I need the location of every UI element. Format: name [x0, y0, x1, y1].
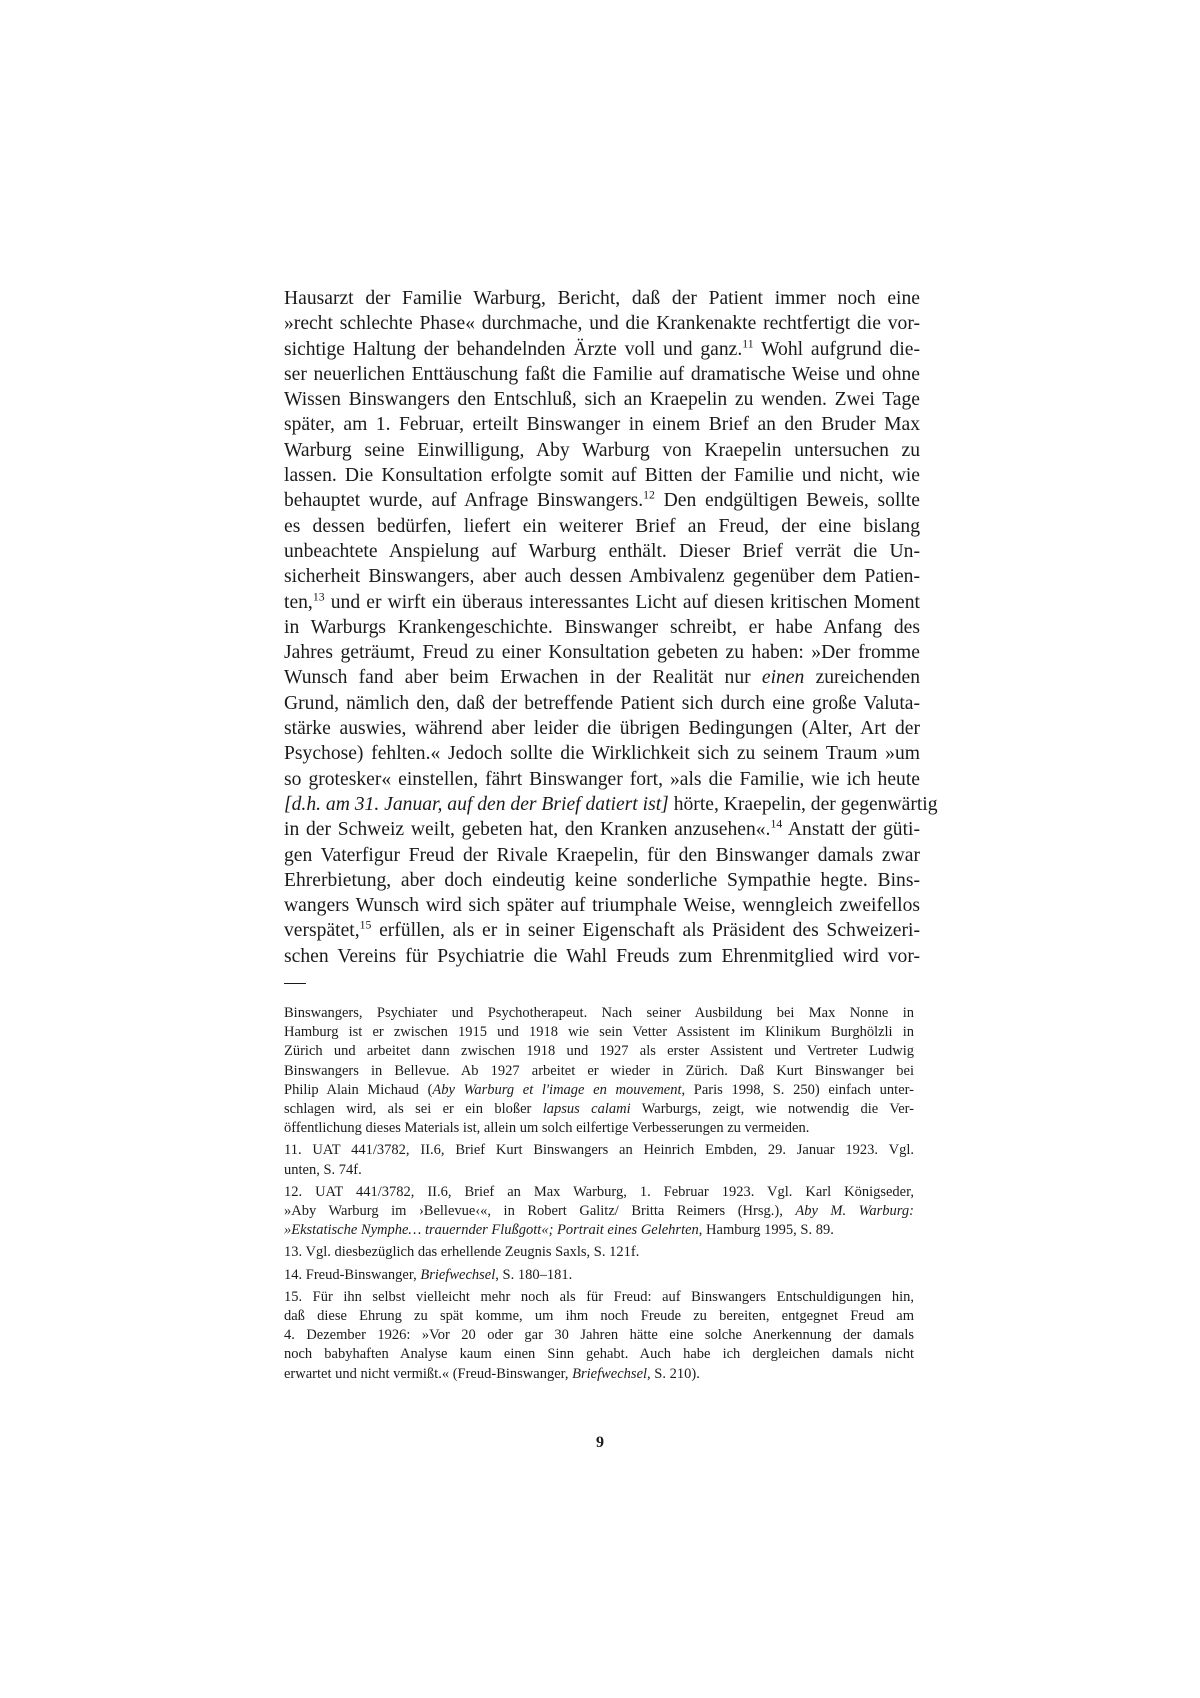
italic-text: Aby M. Warburg:: [795, 1203, 914, 1220]
line-text: behauptet wurde, auf Anfrage Binswangers.: [284, 490, 644, 512]
footnote-item: [284, 1141, 914, 1179]
footnote-line: [284, 1243, 914, 1262]
body-line: [284, 286, 920, 311]
italic-text: Briefwechsel: [572, 1365, 648, 1382]
line-text: 4. Dezember 1926: »Vor 20 oder gar 30 Jahren hätte eine solche Anerkennung der damals: [284, 1327, 914, 1344]
body-line: [284, 944, 920, 969]
italic-text: einen: [761, 667, 805, 689]
footnote-reference: 15: [359, 918, 372, 932]
line-text: erwartet und nicht vermißt.« (Freud-Binswanger,: [284, 1365, 573, 1382]
body-line: [284, 868, 920, 893]
footnote-line: [284, 1119, 914, 1138]
line-text: 15. Für ihn selbst vielleicht mehr noch als für Freud: auf Binswangers Entschuldigungen hin,: [284, 1288, 914, 1305]
footnote-reference: 11: [742, 337, 754, 351]
line-text: in Warburgs Krankengeschichte. Binswanger schreibt, er habe Anfang des: [284, 616, 920, 638]
line-text: 11. UAT 441/3782, II.6, Brief Kurt Binswangers an Heinrich Embden, 29. Januar 1923. Vgl.: [284, 1142, 914, 1159]
footnote-line: [284, 1081, 914, 1100]
line-text: in der Schweiz weilt, gebeten hat, den Kranken anzusehen«.: [284, 819, 771, 841]
footnote-reference: 14: [770, 817, 783, 831]
body-line: [284, 640, 920, 665]
body-line: [284, 539, 920, 564]
footnote-line: [284, 1023, 914, 1042]
line-text: erfüllen, als er in seiner Eigenschaft als Präsident des Schweizeri-: [371, 920, 920, 942]
line-text: Binswangers, Psychiater und Psychotherapeut. Nach seiner Ausbildung bei Max Nonne in: [284, 1005, 914, 1021]
line-text: unten, S. 74f.: [284, 1161, 362, 1178]
line-text: Ehrerbietung, aber doch eindeutig keine sonderliche Sympathie hegte. Bins-: [284, 869, 920, 891]
line-text: öffentlichung dieses Materials ist, allein um solch eilfertige Verbesserungen zu vermeiden.: [284, 1120, 810, 1137]
body-line: [284, 488, 920, 513]
line-text: »Aby Warburg im ›Bellevue‹«, in Robert Galitz/ Britta Reimers (Hrsg.),: [284, 1203, 796, 1220]
body-line: [284, 514, 920, 539]
body-line: [284, 615, 920, 640]
line-text: Hamburg ist er zwischen 1915 und 1918 wie sein Vetter Assistent im Klinikum Burghölzli in: [284, 1024, 914, 1041]
footnote-line: [284, 1004, 914, 1023]
line-text: , Paris 1998, S. 250) einfach unter-: [681, 1081, 914, 1098]
footnote-item: [284, 1183, 914, 1241]
body-line: [284, 438, 920, 463]
footnote-item: [284, 1243, 914, 1262]
line-text: Warburg seine Einwilligung, Aby Warburg von Kraepelin untersuchen zu: [284, 439, 920, 461]
line-text: ser neuerlichen Enttäuschung faßt die Familie auf dramatische Weise und ohne: [284, 363, 920, 385]
line-text: gen Vaterfigur Freud der Rivale Kraepelin, für den Binswanger damals zwar: [284, 844, 920, 866]
body-line: [284, 691, 920, 716]
italic-text: lapsus calami: [542, 1101, 631, 1118]
line-text: schlagen wird, als sei er ein bloßer: [284, 1101, 543, 1118]
footnote-list: [284, 1141, 914, 1383]
line-text: hörte, Kraepelin, der gegenwärtig: [668, 793, 938, 815]
line-text: verspätet,: [284, 920, 360, 942]
line-text: Anstatt der güti-: [782, 819, 920, 841]
footnote-line: [284, 1266, 914, 1285]
body-line: [284, 893, 920, 918]
body-line: [284, 412, 920, 437]
body-line: [284, 362, 920, 387]
line-text: 12. UAT 441/3782, II.6, Brief an Max Warburg, 1. Februar 1923. Vgl. Karl Königseder,: [284, 1183, 914, 1200]
main-text-block: [284, 286, 938, 969]
footnote-line: [284, 1307, 914, 1326]
line-text: Wohl aufgrund die-: [753, 338, 920, 360]
line-text: Hausarzt der Familie Warburg, Bericht, daß der Patient immer noch eine: [284, 288, 920, 309]
footnote-line: [284, 1326, 914, 1345]
footnote-line: [284, 1221, 914, 1240]
line-text: daß diese Ehrung zu spät komme, um ihm noch Freude zu bereiten, entgegnet Freud am: [284, 1308, 914, 1325]
footnote-line: [284, 1202, 914, 1221]
body-line: [284, 716, 920, 741]
italic-text: [d.h. am 31. Januar, auf den der Brief datiert ist]: [284, 793, 669, 815]
body-line: [284, 311, 920, 336]
footnote-item: [284, 1266, 914, 1285]
italic-text: Briefwechsel: [420, 1266, 496, 1283]
line-text: »recht schlechte Phase« durchmache, und die Krankenakte rechtfertigt die vor-: [284, 313, 920, 335]
footnote-separator-rule: [284, 983, 306, 984]
body-line: [284, 463, 920, 488]
line-text: , Hamburg 1995, S. 89.: [698, 1222, 834, 1239]
body-line: [284, 590, 920, 615]
line-text: ten,: [284, 591, 313, 613]
line-text: Den endgültigen Beweis, sollte: [654, 490, 920, 512]
line-text: Jahres geträumt, Freud zu einer Konsultation gebeten zu haben: »Der fromme: [284, 642, 920, 664]
body-line: [284, 564, 920, 589]
footnote-line: [284, 1183, 914, 1202]
line-text: unbeachtete Anspielung auf Warburg enthält. Dieser Brief verrät die Un-: [284, 540, 920, 562]
footnote-line: [284, 1345, 914, 1364]
line-text: es dessen bedürfen, liefert ein weiterer Brief an Freud, der eine bislang: [284, 515, 920, 537]
line-text: Psychose) fehlten.« Jedoch sollte die Wirklichkeit sich zu seinem Traum »um: [284, 743, 920, 765]
footnote-line: [284, 1365, 914, 1384]
body-line: [284, 918, 920, 943]
body-line: [284, 387, 920, 412]
line-text: Wunsch fand aber beim Erwachen in der Realität nur: [284, 667, 762, 689]
line-text: stärke auswies, während aber leider die übrigen Bedingungen (Alter, Art der: [284, 718, 920, 740]
line-text: 13. Vgl. diesbezüglich das erhellende Zeugnis Saxls, S. 121f.: [284, 1244, 640, 1261]
line-text: noch babyhaften Analyse kaum einen Sinn gehabt. Auch habe ich dergleichen damals nicht: [284, 1346, 914, 1363]
italic-text: »Ekstatische Nymphe… trauernder Flußgott«; Portrait eines Gelehrten: [284, 1222, 699, 1239]
line-text: Grund, nämlich den, daß der betreffende Patient sich durch eine große Valuta-: [284, 692, 920, 714]
body-line: [284, 792, 938, 817]
footnote-reference: 12: [643, 488, 655, 502]
line-text: so grotesker« einstellen, fährt Binswanger fort, »als die Familie, wie ich heute: [284, 768, 920, 790]
footnote-line: [284, 1141, 914, 1160]
line-text: zureichenden: [804, 667, 920, 689]
line-text: Warburgs, zeigt, wie notwendig die Ver-: [630, 1101, 915, 1118]
body-line: [284, 741, 920, 766]
body-line: [284, 843, 920, 868]
footnote-line: [284, 1161, 914, 1180]
line-text: , S. 210).: [647, 1365, 700, 1382]
line-text: Philip Alain Michaud (: [284, 1081, 433, 1098]
line-text: 14. Freud-Binswanger,: [284, 1266, 421, 1283]
footnote-reference: 13: [312, 590, 325, 604]
line-text: später, am 1. Februar, erteilt Binswanger in einem Brief an den Bruder Max: [284, 414, 920, 436]
footnote-line: [284, 1062, 914, 1081]
line-text: sicherheit Binswangers, aber auch dessen Ambivalenz gegenüber dem Patien-: [284, 566, 920, 588]
line-text: und er wirft ein überaus interessantes Licht auf diesen kritischen Moment: [324, 591, 920, 613]
footnote-line: [284, 1288, 914, 1307]
line-text: sichtige Haltung der behandelnden Ärzte voll und ganz.: [284, 338, 743, 360]
line-text: Zürich und arbeitet dann zwischen 1918 und 1927 als erster Assistent und Vertreter Ludwig: [284, 1043, 914, 1060]
footnote-item: [284, 1288, 914, 1384]
line-text: Binswangers in Bellevue. Ab 1927 arbeitet er wieder in Zürich. Daß Kurt Binswanger bei: [284, 1062, 914, 1079]
body-line: [284, 337, 920, 362]
body-line: [284, 665, 920, 690]
body-line: [284, 767, 920, 792]
footnote-line: [284, 1042, 914, 1061]
line-text: Wissen Binswangers den Entschluß, sich an Kraepelin zu wenden. Zwei Tage: [284, 389, 920, 411]
footnotes-block: [284, 1004, 914, 1387]
footnote-continued: [284, 1004, 914, 1138]
body-line: [284, 817, 920, 842]
line-text: schen Vereins für Psychiatrie die Wahl Freuds zum Ehrenmitglied wird vor-: [284, 945, 920, 967]
line-text: wangers Wunsch wird sich später auf triumphale Weise, wenngleich zweifellos: [284, 895, 920, 917]
page-number: 9: [596, 1434, 604, 1451]
line-text: , S. 180–181.: [495, 1266, 573, 1283]
footnote-line: [284, 1100, 914, 1119]
italic-text: Aby Warburg et l'image en mouvement: [432, 1081, 682, 1098]
line-text: lassen. Die Konsultation erfolgte somit auf Bitten der Familie und nicht, wie: [284, 465, 920, 487]
